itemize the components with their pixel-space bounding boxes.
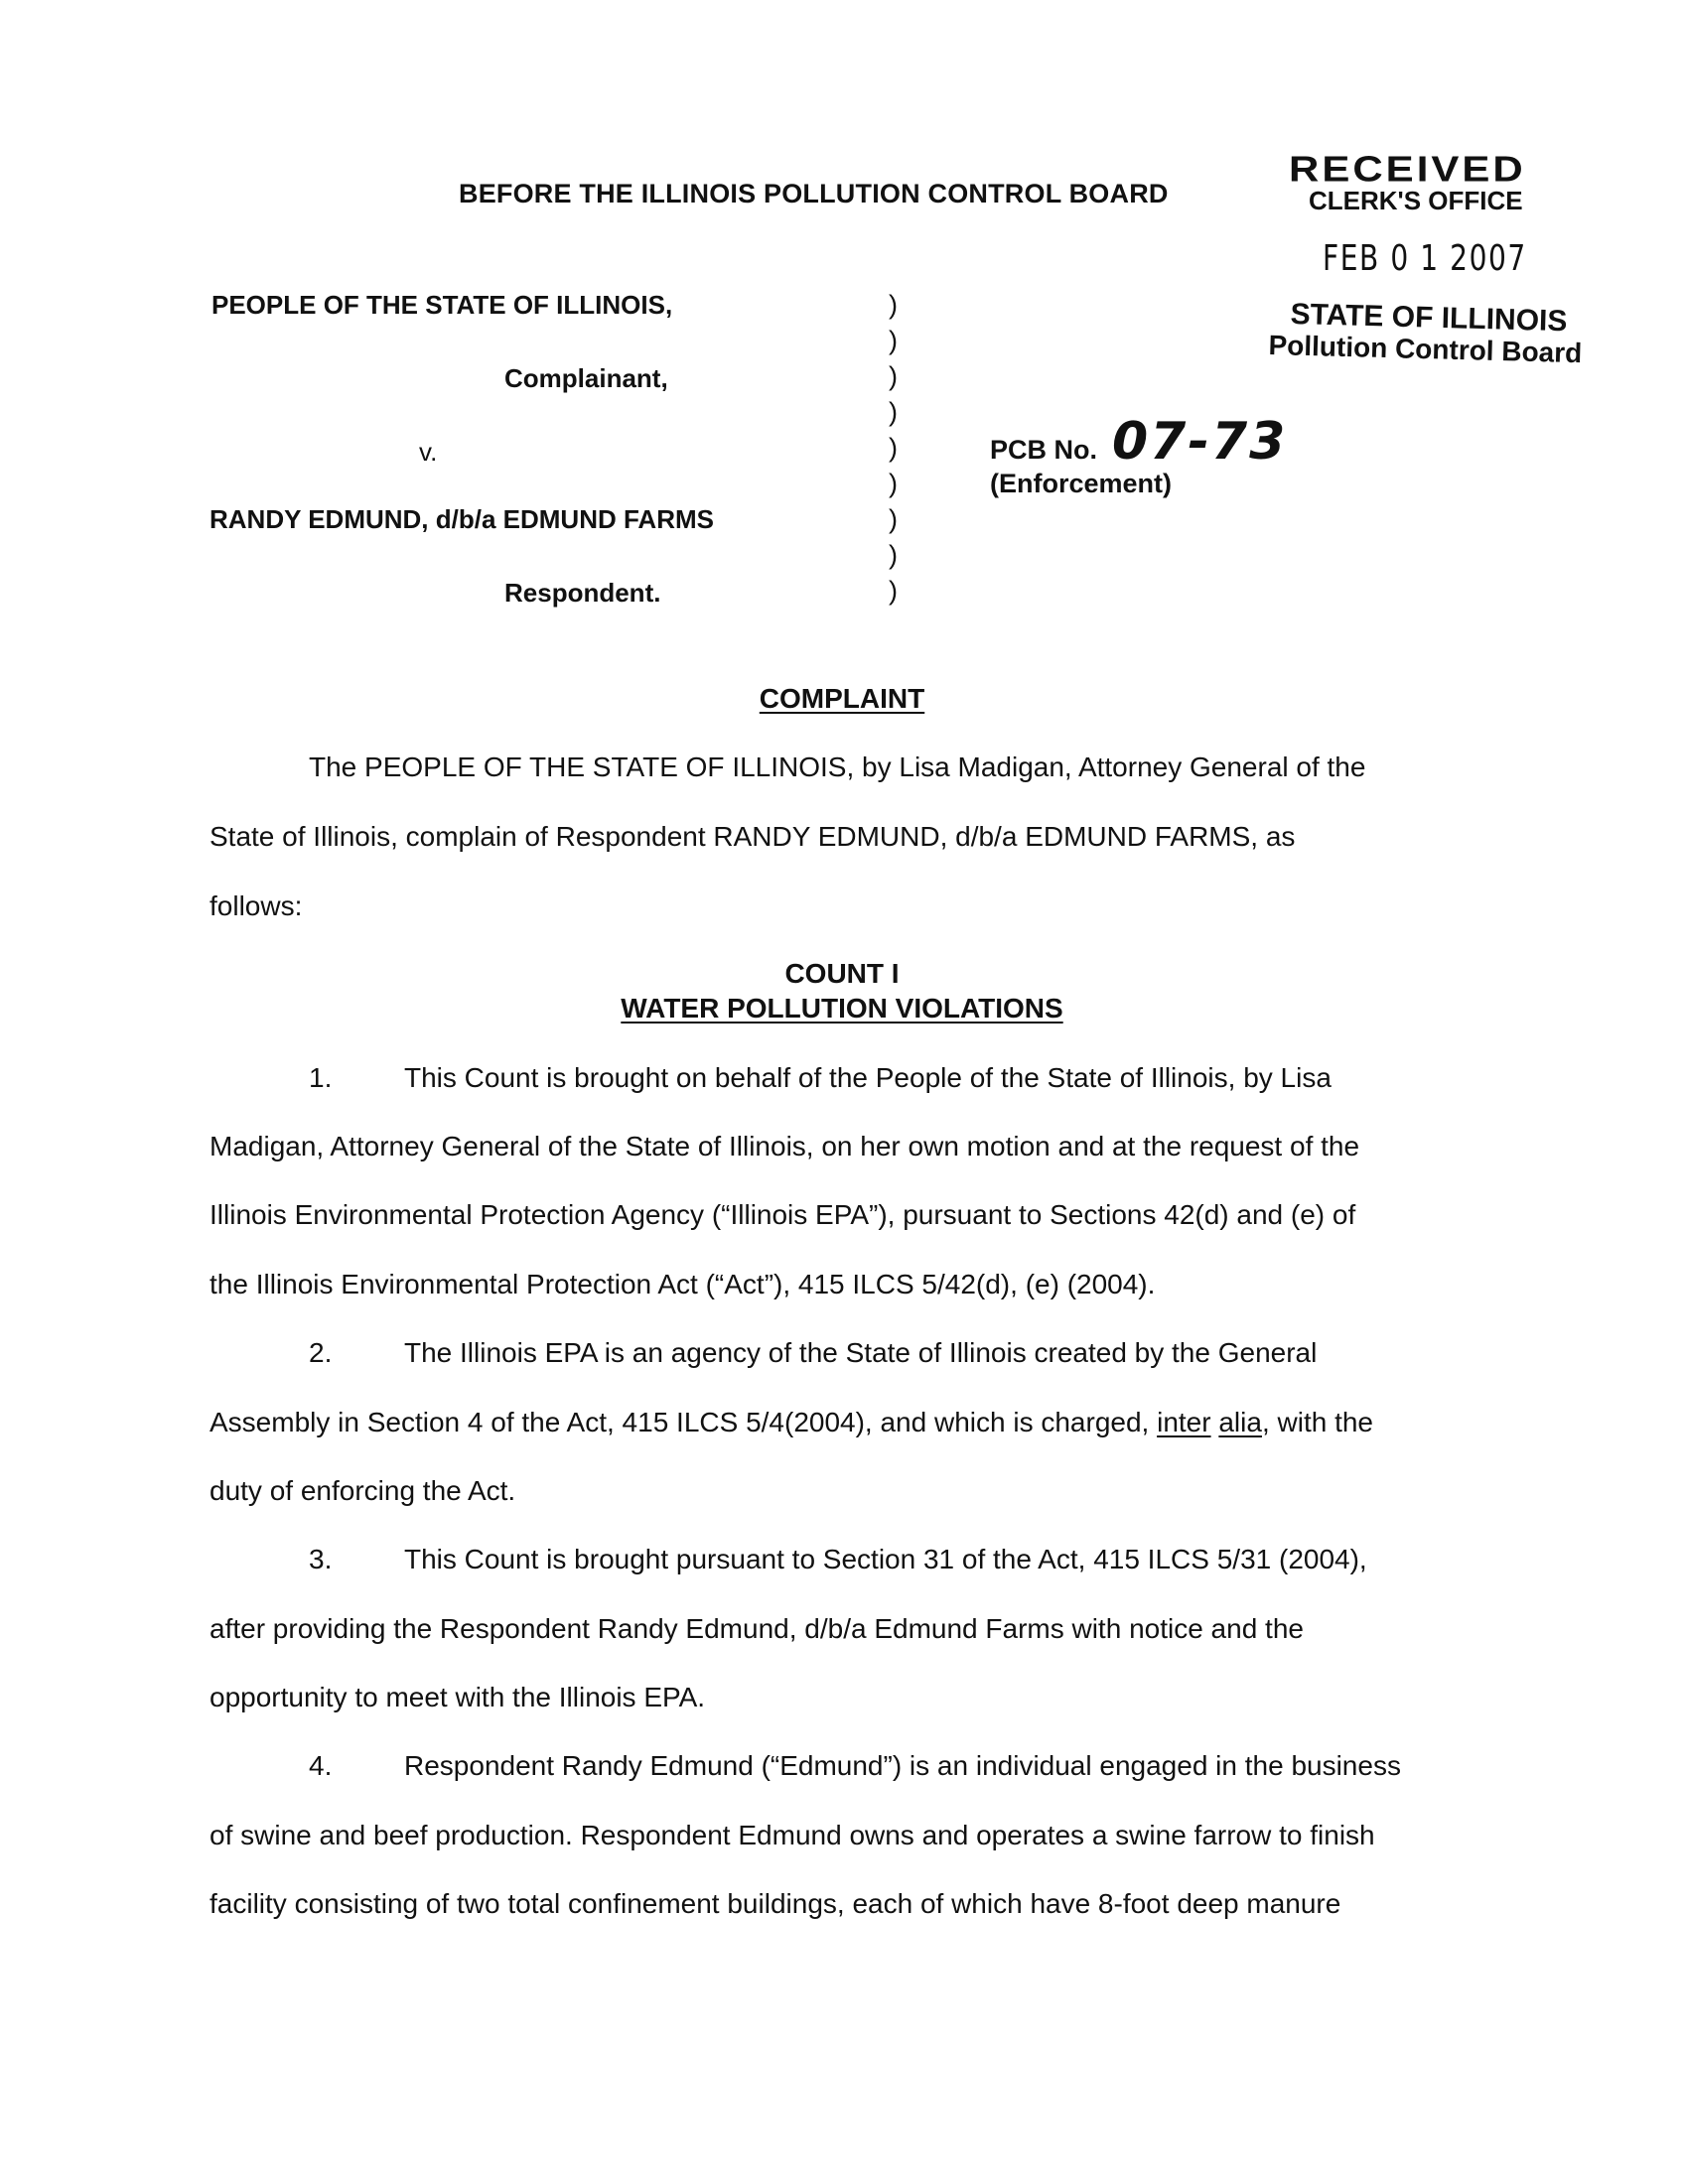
stamp-board-text: Pollution Control Board bbox=[1268, 330, 1583, 369]
received-stamp bbox=[1261, 149, 1589, 387]
paragraph-line: duty of enforcing the Act. bbox=[210, 1475, 516, 1506]
paragraph-line: Illinois Environmental Protection Agency (“Illinois EPA”), pursuant to Sections 42(d) and (e) of bbox=[210, 1199, 1356, 1230]
paragraph-number: 3. bbox=[309, 1544, 333, 1574]
paragraph-line: This Count is brought pursuant to Section 31 of the Act, 415 ILCS 5/31 (2004), bbox=[404, 1544, 1367, 1574]
paren: ) bbox=[889, 469, 898, 498]
paragraph-number: 1. bbox=[309, 1062, 333, 1093]
latin-term-inter: inter bbox=[1157, 1407, 1211, 1437]
count-heading: COUNT I bbox=[784, 958, 900, 989]
count-subheading-text: WATER POLLUTION VIOLATIONS bbox=[621, 993, 1063, 1024]
paragraph-line: opportunity to meet with the Illinois EPA. bbox=[210, 1682, 706, 1712]
court-heading: BEFORE THE ILLINOIS POLLUTION CONTROL BOARD bbox=[459, 179, 1169, 208]
paragraph-line: Respondent Randy Edmund (“Edmund”) is an individual engaged in the business bbox=[404, 1750, 1401, 1781]
document-title bbox=[0, 683, 1684, 715]
paragraph-line: The Illinois EPA is an agency of the State of Illinois created by the General bbox=[404, 1337, 1318, 1368]
paragraph-line: the Illinois Environmental Protection Act (“Act”), 415 ILCS 5/42(d), (e) (2004). bbox=[210, 1269, 1156, 1299]
intro-line: State of Illinois, complain of Respondent RANDY EDMUND, d/b/a EDMUND FARMS, as bbox=[210, 821, 1296, 852]
paragraph-number: 2. bbox=[309, 1337, 333, 1368]
paragraph-line-text: Assembly in Section 4 of the Act, 415 ILCS 5/4(2004), and which is charged, bbox=[210, 1407, 1150, 1437]
respondent-name: RANDY EDMUND, d/b/a EDMUND FARMS bbox=[210, 504, 714, 534]
paren: ) bbox=[889, 433, 898, 463]
complainant-name: PEOPLE OF THE STATE OF ILLINOIS, bbox=[211, 290, 673, 320]
paren: ) bbox=[889, 576, 898, 606]
paren: ) bbox=[889, 290, 898, 320]
paren: ) bbox=[889, 361, 898, 391]
intro-line: The PEOPLE OF THE STATE OF ILLINOIS, by Lisa Madigan, Attorney General of the bbox=[309, 751, 1366, 782]
paragraph-line-tail: , with the bbox=[1261, 1407, 1373, 1437]
versus-label: v. bbox=[419, 437, 438, 467]
case-number-label: PCB No. bbox=[990, 435, 1097, 465]
paren: ) bbox=[889, 540, 898, 570]
paragraph-number: 4. bbox=[309, 1750, 333, 1781]
paren: ) bbox=[889, 504, 898, 534]
paragraph-line: Madigan, Attorney General of the State of Illinois, on her own motion and at the request of the bbox=[210, 1131, 1360, 1161]
stamp-office-text: CLERK'S OFFICE bbox=[1309, 186, 1523, 215]
respondent-role: Respondent. bbox=[504, 578, 661, 608]
stamp-date: FEB 0 1 2007 bbox=[1323, 238, 1527, 279]
stamp-state-text: STATE OF ILLINOIS bbox=[1290, 298, 1568, 339]
stamp-received-text: RECEIVED bbox=[1289, 149, 1526, 189]
paren: ) bbox=[889, 397, 898, 427]
case-type: (Enforcement) bbox=[990, 469, 1173, 498]
paragraph-line bbox=[210, 1407, 1373, 1438]
count-subheading bbox=[0, 993, 1684, 1024]
complainant-role: Complainant, bbox=[504, 363, 668, 393]
paragraph-line: facility consisting of two total confinement buildings, each of which have 8-foot deep manure bbox=[210, 1888, 1341, 1919]
latin-term-alia: alia bbox=[1218, 1407, 1262, 1437]
paragraph-line: of swine and beef production. Respondent Edmund owns and operates a swine farrow to finish bbox=[210, 1820, 1375, 1850]
paragraph-line: after providing the Respondent Randy Edmund, d/b/a Edmund Farms with notice and the bbox=[210, 1613, 1304, 1644]
case-number-handwritten: 07-73 bbox=[1112, 412, 1288, 472]
document-title-text: COMPLAINT bbox=[759, 683, 925, 714]
intro-line: follows: bbox=[210, 890, 303, 921]
paragraph-line: This Count is brought on behalf of the People of the State of Illinois, by Lisa bbox=[404, 1062, 1332, 1093]
paren: ) bbox=[889, 326, 898, 355]
